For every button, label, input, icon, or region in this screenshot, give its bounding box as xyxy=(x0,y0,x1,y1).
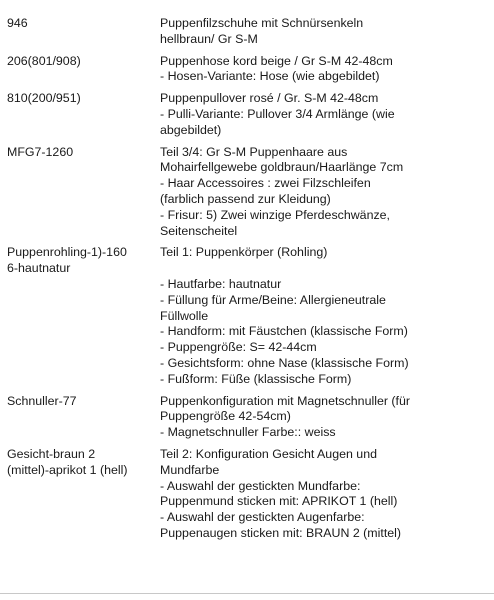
item-code xyxy=(0,447,160,542)
item-description xyxy=(160,447,490,542)
description-line: Mohairfellgewebe goldbraun/Haarlänge 7cm xyxy=(160,160,404,175)
description-line: - Auswahl der gestickten Mundfarbe: xyxy=(160,478,361,493)
item-code-line: 206(801/908) xyxy=(7,53,81,68)
item-code xyxy=(0,145,160,240)
description-line: abgebildet) xyxy=(160,122,222,137)
description-line: Puppengröße 42-54cm) xyxy=(160,409,291,424)
item-code-line: 810(200/951) xyxy=(7,91,81,106)
description-line: - Frisur: 5) Zwei winzige Pferdeschwänze, xyxy=(160,207,390,222)
description-line: Puppenhose kord beige / Gr S-M 42-48cm xyxy=(160,53,393,68)
description-spacer xyxy=(160,261,490,277)
table-row xyxy=(0,394,494,447)
table-row xyxy=(0,54,494,92)
table-bottom-border xyxy=(0,593,494,594)
description-line: - Auswahl der gestickten Augenfarbe: xyxy=(160,510,365,525)
description-line: - Fußform: Füße (klassische Form) xyxy=(160,371,352,386)
description-line: Seitenscheitel xyxy=(160,223,238,238)
table-row xyxy=(0,91,494,144)
description-line: Puppenaugen sticken mit: BRAUN 2 (mittel) xyxy=(160,525,402,540)
item-code xyxy=(0,91,160,138)
item-description xyxy=(160,394,490,441)
description-line: - Hautfarbe: hautnatur xyxy=(160,276,282,291)
description-line: Puppenfilzschuhe mit Schnürsenkeln xyxy=(160,16,364,30)
description-line: - Hosen-Variante: Hose (wie abgebildet) xyxy=(160,69,380,84)
item-code xyxy=(0,245,160,387)
item-code-line: 946 xyxy=(7,16,28,30)
description-line: Mundfarbe xyxy=(160,462,220,477)
description-line: Teil 1: Puppenkörper (Rohling) xyxy=(160,245,328,260)
description-line: hellbraun/ Gr S-M xyxy=(160,31,258,46)
description-line: - Handform: mit Fäustchen (klassische Form) xyxy=(160,324,408,339)
item-code xyxy=(0,16,160,48)
description-line: - Pulli-Variante: Pullover 3/4 Armlänge (wie xyxy=(160,106,395,121)
description-line: - Füllung für Arme/Beine: Allergieneutrale xyxy=(160,292,386,307)
item-code-line: Puppenrohling-1)-160 xyxy=(7,245,127,260)
description-line: - Magnetschnuller Farbe:: weiss xyxy=(160,425,336,440)
item-code-line: (mittel)-aprikot 1 (hell) xyxy=(7,462,128,477)
description-line: Füllwolle xyxy=(160,308,209,323)
description-line: Puppenmund sticken mit: APRIKOT 1 (hell) xyxy=(160,494,398,509)
table-row xyxy=(0,145,494,246)
description-line: - Gesichtsform: ohne Nase (klassische Form) xyxy=(160,355,409,370)
description-line: - Puppengröße: S= 42-44cm xyxy=(160,340,317,355)
description-line: Teil 2: Konfiguration Gesicht Augen und xyxy=(160,446,377,461)
table-row xyxy=(0,245,494,393)
item-code-line: MFG7-1260 xyxy=(7,144,74,159)
description-line: Puppenkonfiguration mit Magnetschnuller (für xyxy=(160,393,411,408)
item-description xyxy=(160,54,490,86)
table-row xyxy=(0,447,494,548)
item-code-line: Gesicht-braun 2 xyxy=(7,446,96,461)
item-description xyxy=(160,145,490,240)
item-description xyxy=(160,16,490,48)
item-code xyxy=(0,54,160,86)
item-code-line: Schnuller-77 xyxy=(7,393,77,408)
item-description xyxy=(160,91,490,138)
description-line: Teil 3/4: Gr S-M Puppenhaare aus xyxy=(160,144,348,159)
item-description xyxy=(160,245,490,387)
item-code-line: 6-hautnatur xyxy=(7,261,71,276)
description-line: (farblich passend zur Kleidung) xyxy=(160,191,331,206)
table-row xyxy=(0,16,494,54)
item-code xyxy=(0,394,160,441)
description-line: - Haar Accessoires : zwei Filzschleifen xyxy=(160,176,371,191)
description-line: Puppenpullover rosé / Gr. S-M 42-48cm xyxy=(160,91,379,106)
